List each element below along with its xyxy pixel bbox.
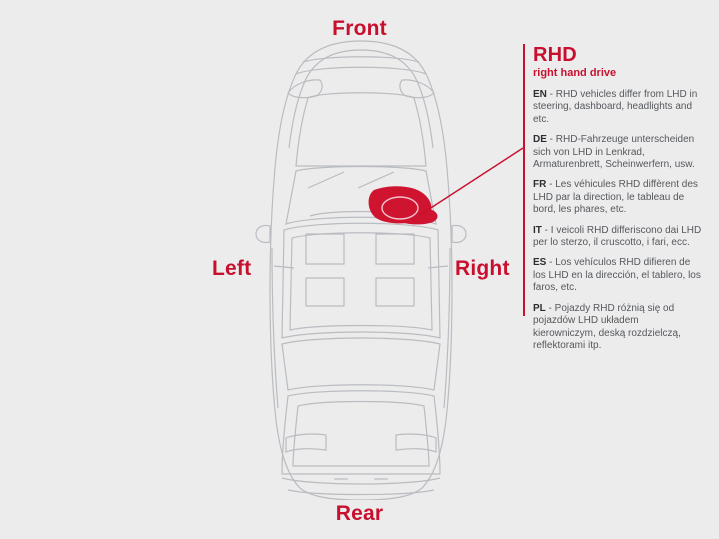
- lang-code-es: ES: [533, 257, 547, 269]
- entry-text-es: - Los vehículos RHD difieren de los LHD en la dirección, el tablero, los faros, etc.: [533, 257, 701, 294]
- callout-subtitle: right hand drive: [533, 67, 617, 79]
- callout-entry-pl: [533, 303, 703, 353]
- entry-text-pl: - Pojazdy RHD różnią się od pojazdów LHD układem kierowniczym, deską rozdzielczą, reflektorami itp.: [533, 302, 681, 351]
- callout-entry-de: [533, 134, 703, 171]
- callout-title: RHD: [533, 44, 577, 66]
- callout-entry-fr: [533, 179, 703, 216]
- lang-code-it: IT: [533, 224, 542, 236]
- lang-code-de: DE: [533, 134, 547, 146]
- callout-entry-it: [533, 225, 703, 250]
- rhd-callout-panel: [523, 44, 703, 360]
- driver-side-mirror-highlight: [369, 186, 438, 224]
- direction-label-front: Front: [332, 17, 387, 40]
- entry-text-de: - RHD-Fahrzeuge unterscheiden sich von LHD in Lenkrad, Armaturenbrett, Scheinwerfern, usw.: [533, 134, 695, 171]
- direction-label-left: Left: [212, 257, 252, 280]
- entry-text-en: - RHD vehicles differ from LHD in steering, dashboard, headlights and etc.: [533, 89, 698, 125]
- lang-code-fr: FR: [533, 179, 547, 191]
- lang-code-pl: PL: [533, 302, 546, 314]
- callout-entry-en: [533, 89, 703, 126]
- car-top-view-illustration: [248, 38, 474, 500]
- direction-label-right: Right: [455, 257, 510, 280]
- entry-text-fr: - Les véhicules RHD diffèrent des LHD par la direction, le tableau de bord, les phares, etc.: [533, 179, 698, 216]
- entry-text-it: - I veicoli RHD differiscono dai LHD per lo sterzo, il cruscotto, i fari, ecc.: [533, 224, 702, 249]
- lang-code-en: EN: [533, 89, 547, 100]
- direction-label-rear: Rear: [335, 502, 384, 525]
- callout-entry-es: [533, 257, 703, 294]
